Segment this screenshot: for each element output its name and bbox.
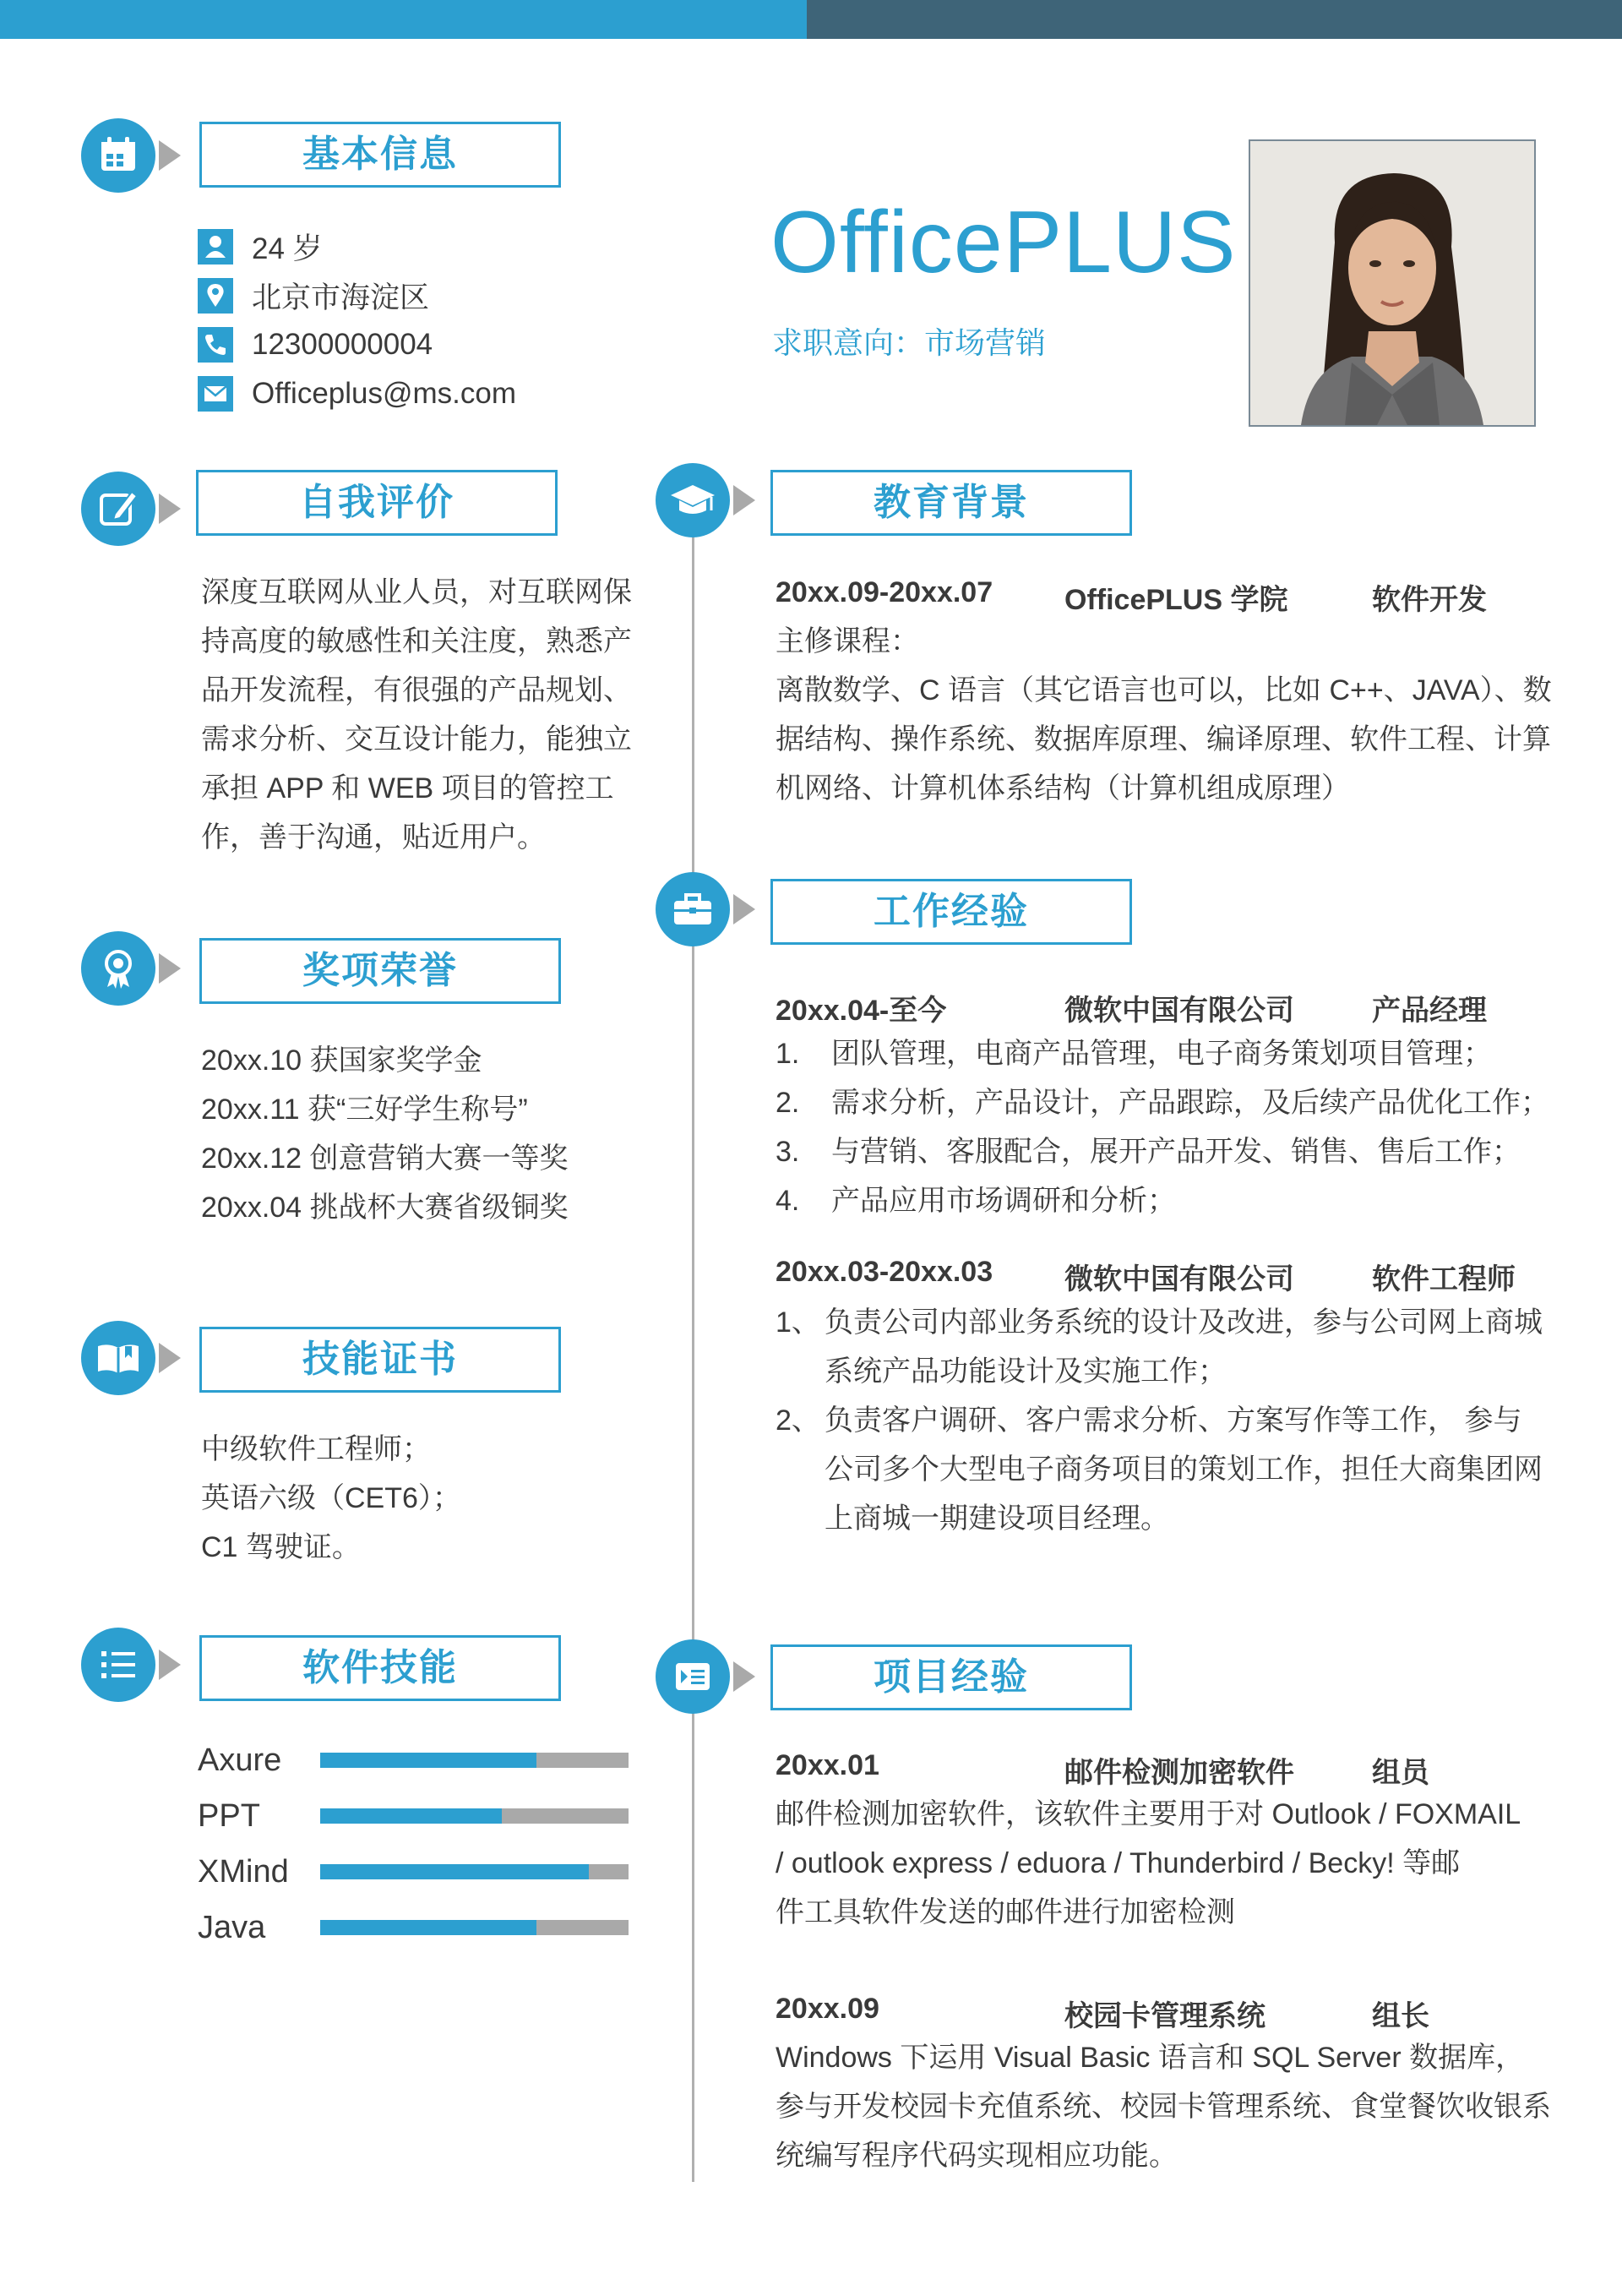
duty-number: 3.: [776, 1136, 800, 1168]
duty-number: 4.: [776, 1185, 800, 1217]
award-ribbon-icon: [81, 931, 155, 1006]
section-arrow: [159, 1343, 181, 1373]
section-title-awards: 奖项荣誉: [199, 938, 561, 1004]
job-role: 软件工程师: [1372, 1263, 1516, 1295]
job-intent: 求职意向：市场营销: [772, 325, 1047, 360]
skill-name: Java: [198, 1909, 266, 1945]
project-date: 20xx.09: [776, 1993, 879, 2025]
section-title-self-eval: 自我评价: [196, 470, 558, 536]
basic-info-list: [198, 226, 516, 414]
courses-line: 机网络、计算机体系结构（计算机组成原理）: [776, 772, 1350, 804]
age-row: [198, 226, 516, 267]
self-eval-line: 品开发流程，有很强的产品规划、: [201, 674, 632, 706]
award-item: 20xx.11 获“三好学生称号”: [201, 1093, 528, 1126]
graduation-cap-icon: [656, 463, 730, 537]
skill-name: Axure: [198, 1742, 282, 1778]
skill-bar-track: [320, 1753, 629, 1768]
self-eval-line: 深度互联网从业人员，对互联网保: [201, 576, 632, 608]
skill-row: [198, 1732, 629, 1788]
location-text: 北京市海淀区: [252, 281, 430, 314]
skill-row: [198, 1788, 629, 1844]
cert-item: 中级软件工程师；: [201, 1433, 431, 1465]
job-company: 微软中国有限公司: [1064, 995, 1294, 1027]
job-role: 产品经理: [1372, 995, 1487, 1027]
book-icon: [81, 1321, 155, 1395]
phone-icon: [198, 327, 233, 363]
self-eval-line: 作，善于沟通，贴近用户。: [201, 821, 546, 854]
skill-bar-fill: [320, 1808, 502, 1824]
self-eval-line: 需求分析、交互设计能力，能独立: [201, 723, 632, 755]
section-title-software: 软件技能: [199, 1635, 561, 1701]
duty-text: 负责公司内部业务系统的设计及改进，参与公司网上商城系统产品功能设计及实施工作；: [825, 1306, 1543, 1388]
job-date: 20xx.03-20xx.03: [776, 1256, 993, 1288]
software-skills: [198, 1732, 629, 1955]
duty-text: 与营销、客服配合，展开产品开发、销售、售后工作；: [831, 1136, 1521, 1168]
skill-bar-track: [320, 1808, 629, 1824]
duty-number: 2.: [776, 1087, 800, 1119]
skill-bar-fill: [320, 1753, 536, 1768]
project-line: 参与开发校园卡充值系统、校园卡管理系统、食堂餐饮收银系: [776, 2091, 1551, 2123]
location-row: [198, 275, 516, 316]
self-eval-line: 持高度的敏感性和关注度，熟悉产: [201, 625, 632, 657]
self-eval-line: 承担 APP 和 WEB 项目的管控工: [201, 772, 614, 804]
project-line: 邮件检测加密软件，该软件主要用于对 Outlook / FOXMAIL: [776, 1798, 1521, 1830]
cert-item: C1 驾驶证。: [201, 1531, 361, 1563]
calendar-icon: [81, 118, 155, 193]
age-text: 24 岁: [252, 232, 323, 265]
education-courses: [776, 617, 1552, 813]
briefcase-icon: [656, 872, 730, 946]
project-line: 件工具软件发送的邮件进行加密检测: [776, 1896, 1235, 1928]
profile-photo: [1249, 139, 1536, 427]
skill-bar-fill: [320, 1920, 536, 1935]
project-line: 统编写程序代码实现相应功能。: [776, 2140, 1178, 2172]
section-arrow: [733, 894, 755, 924]
project-line: / outlook express / eduora / Thunderbird / Becky! 等邮: [776, 1847, 1461, 1879]
email-row: [198, 374, 516, 414]
job-header: [776, 1256, 1536, 1295]
top-accent-bar: [0, 0, 807, 39]
skill-bar-track: [320, 1920, 629, 1935]
list-icon: [81, 1628, 155, 1702]
awards-list: [201, 1036, 569, 1232]
section-title-basic-info: 基本信息: [199, 122, 561, 188]
duty-number: 1.: [776, 1038, 800, 1070]
project-header: [776, 1993, 1536, 2032]
duty-text: 产品应用市场调研和分析；: [831, 1185, 1176, 1217]
project-role: 组员: [1372, 1757, 1429, 1789]
timeline-line: [692, 499, 694, 2182]
job-company: 微软中国有限公司: [1064, 1263, 1294, 1295]
duty-item: [776, 1176, 1549, 1225]
phone-row: [198, 324, 516, 365]
education-header: [776, 576, 1536, 616]
top-dark-bar: [807, 0, 1622, 39]
section-arrow: [159, 494, 181, 524]
job-duties: [776, 1029, 1549, 1225]
skill-row: [198, 1844, 629, 1900]
job-header: [776, 987, 1536, 1027]
project-name: 邮件检测加密软件: [1064, 1757, 1294, 1789]
education-school: OfficePLUS 学院: [1064, 584, 1288, 616]
award-item: 20xx.04 挑战杯大赛省级铜奖: [201, 1192, 569, 1224]
courses-label: 主修课程：: [776, 625, 919, 657]
section-title-education: 教育背景: [770, 470, 1132, 536]
duty-item: [776, 1298, 1546, 1396]
section-arrow: [733, 485, 755, 515]
duty-text: 需求分析，产品设计，产品跟踪，及后续产品优化工作；: [831, 1087, 1549, 1119]
edit-icon: [81, 472, 155, 546]
section-arrow: [159, 1650, 181, 1680]
education-major: 软件开发: [1372, 584, 1487, 616]
person-icon: [198, 229, 233, 265]
duty-text: 负责客户调研、客户需求分析、方案写作等工作， 参与公司多个大型电子商务项目的策划工作，担任大商集团网上商城一期建设项目经理。: [825, 1404, 1543, 1535]
project-description: [776, 2033, 1551, 2180]
duty-number: 2、: [776, 1404, 820, 1437]
phone-text: 12300000004: [252, 328, 433, 361]
project-name: 校园卡管理系统: [1064, 2000, 1265, 2032]
project-line: Windows 下运用 Visual Basic 语言和 SQL Server 数据库，: [776, 2042, 1525, 2074]
duty-text: 团队管理，电商产品管理，电子商务策划项目管理；: [831, 1038, 1492, 1070]
project-date: 20xx.01: [776, 1749, 879, 1781]
certs-list: [201, 1425, 461, 1572]
duty-item: [776, 1078, 1549, 1127]
job-date: 20xx.04-至今: [776, 995, 947, 1027]
self-eval-text: [201, 568, 632, 862]
courses-line: 据结构、操作系统、数据库原理、编译原理、软件工程、计算: [776, 723, 1551, 755]
cert-item: 英语六级（CET6）；: [201, 1482, 461, 1514]
section-arrow: [733, 1661, 755, 1692]
courses-line: 离散数学、C 语言（其它语言也可以，比如 C++、JAVA）、数: [776, 674, 1552, 706]
section-title-project: 项目经验: [770, 1644, 1132, 1710]
skill-name: XMind: [198, 1853, 289, 1890]
project-role: 组长: [1372, 2000, 1429, 2032]
resume-name: OfficePLUS: [770, 194, 1237, 292]
award-item: 20xx.12 创意营销大赛一等奖: [201, 1143, 569, 1175]
email-text: Officeplus@ms.com: [252, 377, 517, 410]
skill-row: [198, 1900, 629, 1955]
section-arrow: [159, 140, 181, 171]
skill-bar-fill: [320, 1864, 589, 1879]
duty-item: [776, 1396, 1546, 1543]
mail-icon: [198, 376, 233, 412]
duty-number: 1、: [776, 1306, 820, 1339]
duty-item: [776, 1127, 1549, 1176]
project-header: [776, 1749, 1536, 1789]
section-title-certs: 技能证书: [199, 1327, 561, 1393]
location-pin-icon: [198, 278, 233, 314]
skill-name: PPT: [198, 1797, 260, 1834]
section-arrow: [159, 953, 181, 984]
award-item: 20xx.10 获国家奖学金: [201, 1044, 482, 1077]
skill-bar-track: [320, 1864, 629, 1879]
duty-item: [776, 1029, 1549, 1078]
section-title-work: 工作经验: [770, 879, 1132, 945]
project-list-icon: [656, 1639, 730, 1714]
education-date: 20xx.09-20xx.07: [776, 576, 993, 608]
job-duties: [776, 1298, 1546, 1543]
project-description: [776, 1790, 1521, 1937]
